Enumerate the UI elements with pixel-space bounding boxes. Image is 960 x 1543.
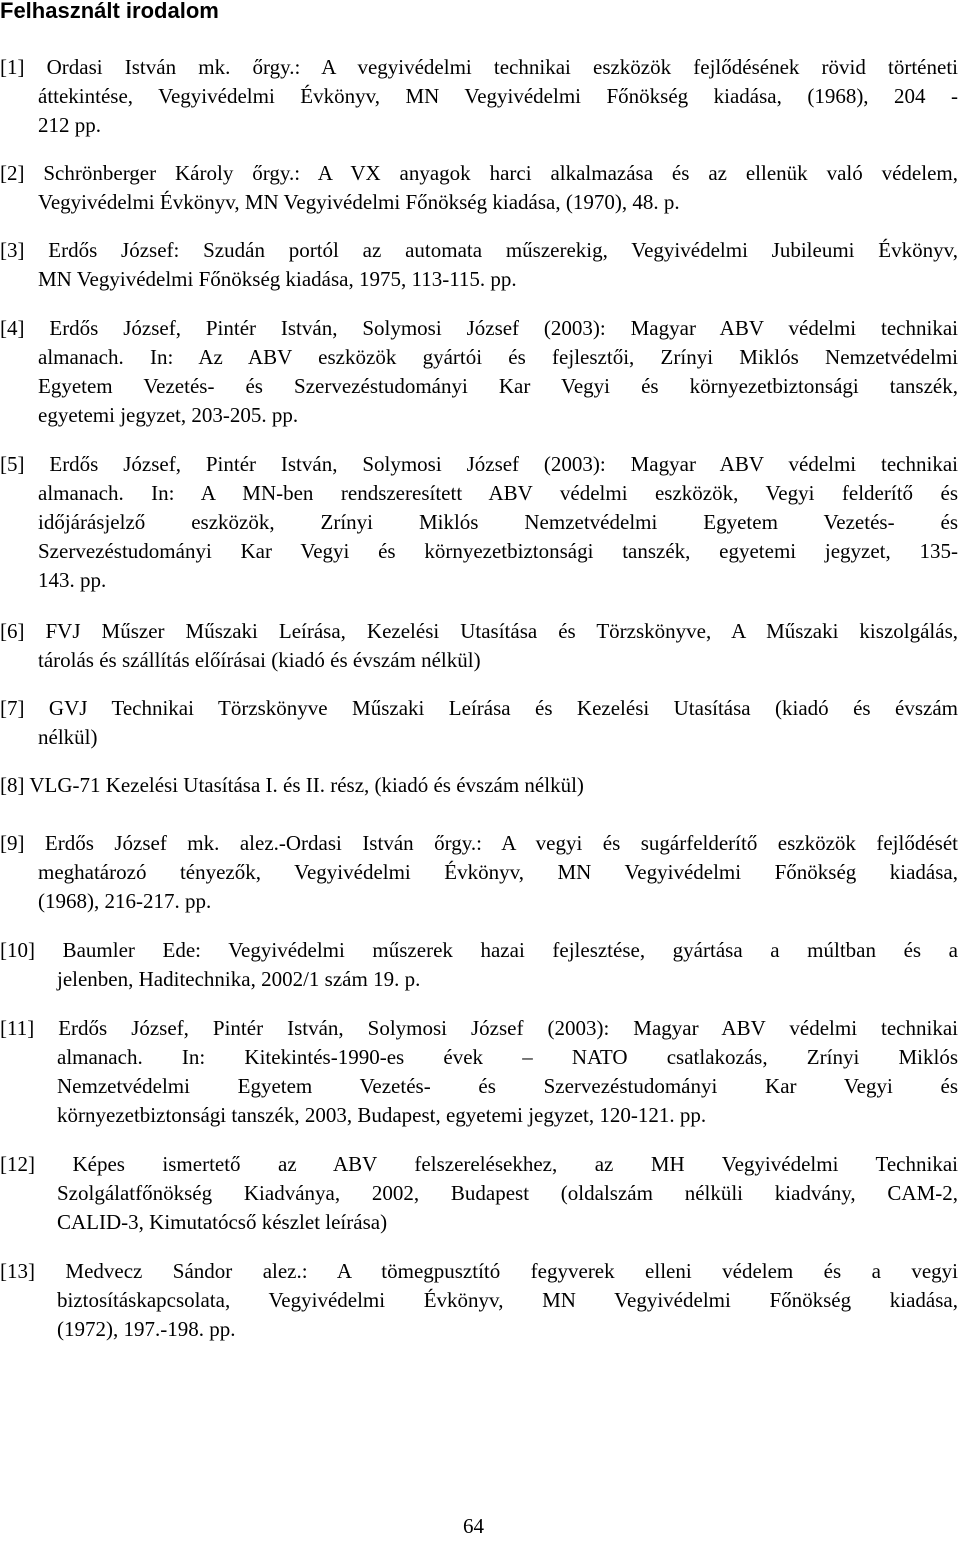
reference-line: egyetemi jegyzet, 203-205. pp. <box>38 403 299 427</box>
reference-line: időjárásjelző eszközök, Zrínyi Miklós Nemzetvédelmi Egyetem Vezetés- és <box>38 510 958 534</box>
reference-8 <box>0 771 958 800</box>
reference-line: áttekintése, Vegyivédelmi Évkönyv, MN Vegyivédelmi Főnökség kiadása, (1968), 204 - <box>38 84 958 108</box>
reference-line: [11] Erdős József, Pintér István, Solymosi József (2003): Magyar ABV védelmi technikai <box>0 1016 958 1040</box>
reference-line: [8] VLG-71 Kezelési Utasítása I. és II. rész, (kiadó és évszám nélkül) <box>0 773 584 797</box>
reference-4 <box>0 314 958 430</box>
reference-line: almanach. In: A MN-ben rendszeresített ABV védelmi eszközök, Vegyi felderítő és <box>38 481 958 505</box>
reference-9 <box>0 829 958 916</box>
reference-line: [4] Erdős József, Pintér István, Solymosi József (2003): Magyar ABV védelmi technikai <box>0 316 958 340</box>
reference-2 <box>0 159 958 217</box>
reference-line: Vegyivédelmi Évkönyv, MN Vegyivédelmi Főnökség kiadása, (1970), 48. p. <box>38 190 680 214</box>
reference-line: (1972), 197.-198. pp. <box>57 1317 236 1341</box>
reference-line: MN Vegyivédelmi Főnökség kiadása, 1975, 113-115. pp. <box>38 267 517 291</box>
reference-11 <box>0 1014 958 1130</box>
reference-10 <box>0 936 958 994</box>
reference-line: (1968), 216-217. pp. <box>38 889 212 913</box>
reference-7 <box>0 694 958 752</box>
reference-5 <box>0 450 958 595</box>
reference-line: [5] Erdős József, Pintér István, Solymosi József (2003): Magyar ABV védelmi technikai <box>0 452 958 476</box>
reference-line: [13] Medvecz Sándor alez.: A tömegpusztító fegyverek elleni védelem és a vegyi <box>0 1259 958 1283</box>
reference-line: [10] Baumler Ede: Vegyivédelmi műszerek hazai fejlesztése, gyártása a múltban és a <box>0 938 958 962</box>
reference-line: Szervezéstudományi Kar Vegyi és környezetbiztonsági tanszék, egyetemi jegyzet, 135- <box>38 539 958 563</box>
reference-line: 212 pp. <box>38 113 101 137</box>
reference-line: [12] Képes ismertető az ABV felszerelésekhez, az MH Vegyivédelmi Technikai <box>0 1152 958 1176</box>
reference-line: [7] GVJ Technikai Törzskönyve Műszaki Leírása és Kezelési Utasítása (kiadó és évszám <box>0 696 958 720</box>
page-heading: Felhasznált irodalom <box>0 0 219 23</box>
reference-line: [3] Erdős József: Szudán portól az automata műszerekig, Vegyivédelmi Jubileumi Évkönyv, <box>0 238 958 262</box>
page-number: 64 <box>463 1514 484 1538</box>
reference-line: CALID-3, Kimutatócső készlet leírása) <box>57 1210 388 1234</box>
reference-line: almanach. In: Kitekintés-1990-es évek – NATO csatlakozás, Zrínyi Miklós <box>57 1045 958 1069</box>
reference-1 <box>0 53 958 140</box>
reference-line: jelenben, Haditechnika, 2002/1 szám 19. p. <box>57 967 421 991</box>
reference-line: almanach. In: Az ABV eszközök gyártói és fejlesztői, Zrínyi Miklós Nemzetvédelmi <box>38 345 958 369</box>
reference-line: [6] FVJ Műszer Műszaki Leírása, Kezelési Utasítása és Törzskönyve, A Műszaki kiszolgálás, <box>0 619 958 643</box>
reference-line: Szolgálatfőnökség Kiadványa, 2002, Budapest (oldalszám nélküli kiadvány, CAM-2, <box>57 1181 958 1205</box>
reference-line: tárolás és szállítás előírásai (kiadó és évszám nélkül) <box>38 648 481 672</box>
reference-line: Egyetem Vezetés- és Szervezéstudományi Kar Vegyi és környezetbiztonsági tanszék, <box>38 374 958 398</box>
reference-line: nélkül) <box>38 725 98 749</box>
reference-line: [1] Ordasi István mk. őrgy.: A vegyivédelmi technikai eszközök fejlődésének rövid történeti <box>0 55 958 79</box>
reference-line: Nemzetvédelmi Egyetem Vezetés- és Szervezéstudományi Kar Vegyi és <box>57 1074 958 1098</box>
reference-line: [2] Schrönberger Károly őrgy.: A VX anyagok harci alkalmazása és az ellenük való védelem, <box>0 161 958 185</box>
reference-3 <box>0 236 958 294</box>
reference-13 <box>0 1257 958 1344</box>
reference-line: meghatározó tényezők, Vegyivédelmi Évkönyv, MN Vegyivédelmi Főnökség kiadása, <box>38 860 958 884</box>
reference-line: környezetbiztonsági tanszék, 2003, Budapest, egyetemi jegyzet, 120-121. pp. <box>57 1103 707 1127</box>
reference-line: biztosításkapcsolata, Vegyivédelmi Évkönyv, MN Vegyivédelmi Főnökség kiadása, <box>57 1288 958 1312</box>
reference-line: [9] Erdős József mk. alez.-Ordasi István őrgy.: A vegyi és sugárfelderítő eszközök fejlődését <box>0 831 958 855</box>
reference-12 <box>0 1150 958 1237</box>
reference-line: 143. pp. <box>38 568 107 592</box>
reference-6 <box>0 617 958 675</box>
